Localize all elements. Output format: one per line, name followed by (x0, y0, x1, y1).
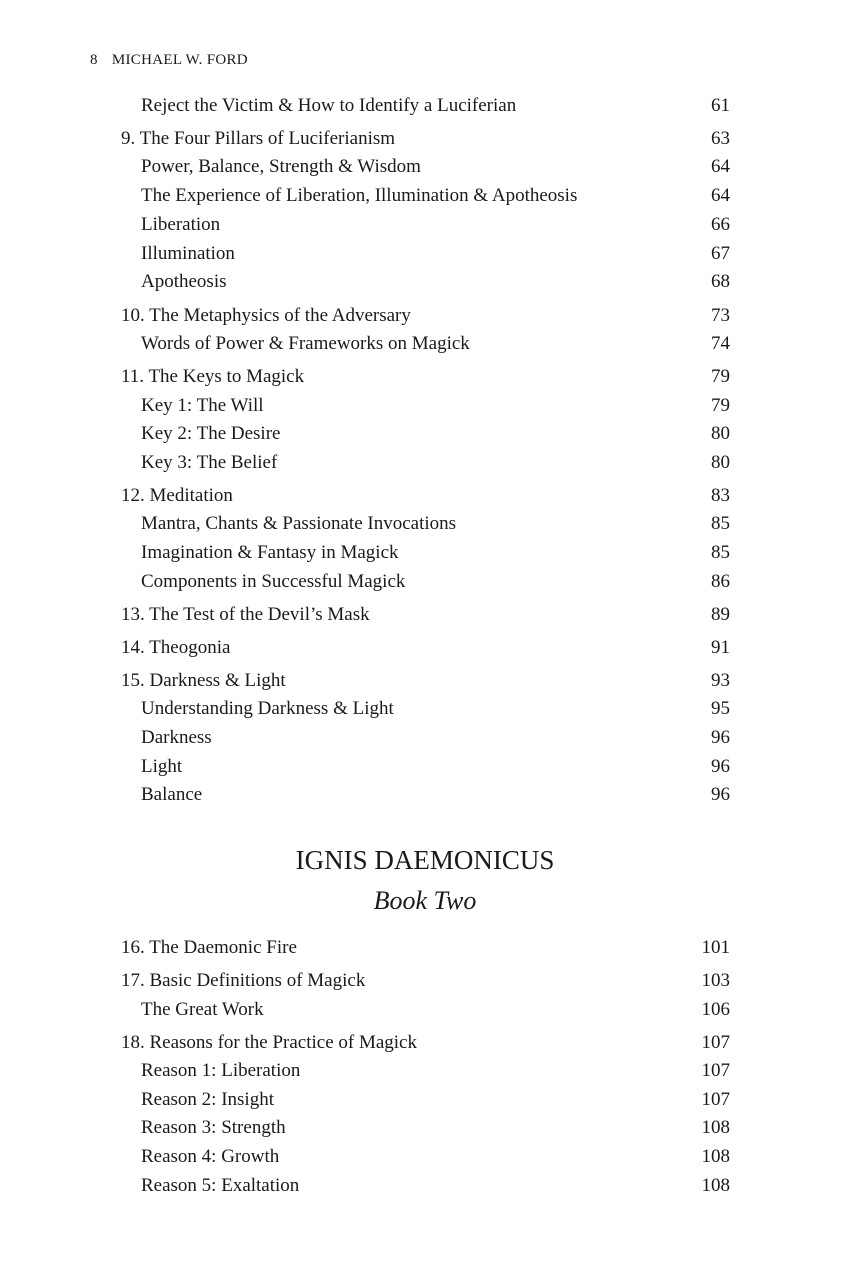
toc-entry-title: The Great Work (141, 999, 264, 1020)
header-page-number: 8 (90, 52, 98, 68)
toc-entry-page: 63 (711, 128, 730, 149)
toc-entry-title: Understanding Darkness & Light (141, 698, 394, 719)
toc-entry-page: 86 (711, 571, 730, 592)
toc-entry-page: 80 (711, 452, 730, 473)
toc-entry-page: 74 (711, 333, 730, 354)
toc-entry-title: 15. Darkness & Light (121, 670, 286, 691)
toc-entry-title: Key 2: The Desire (141, 423, 281, 444)
toc-subentry (0, 330, 850, 358)
toc-subentry (0, 510, 850, 538)
toc-subentry (0, 568, 850, 596)
toc-subentry (0, 1114, 850, 1142)
toc-subentry (0, 211, 850, 239)
toc-subentry (0, 1057, 850, 1085)
toc-subentry (0, 724, 850, 752)
toc-entry-title: Illumination (141, 243, 235, 264)
toc-entry-page: 101 (701, 937, 730, 958)
toc-chapter-entry (0, 667, 850, 695)
toc-entry-title: 18. Reasons for the Practice of Magick (121, 1032, 417, 1053)
toc-chapter-entry (0, 302, 850, 330)
toc-entry-title: Apotheosis (141, 271, 227, 292)
toc-entry-title: 10. The Metaphysics of the Adversary (121, 305, 411, 326)
toc-entry-page: 64 (711, 185, 730, 206)
toc-entry-title: The Experience of Liberation, Illumination & Apotheosis (141, 185, 578, 206)
section-subtitle: Book Two (373, 886, 477, 915)
toc-entry-title: Words of Power & Frameworks on Magick (141, 333, 470, 354)
toc-entry-page: 96 (711, 756, 730, 777)
toc-entry-title: Reason 4: Growth (141, 1146, 280, 1167)
toc-subentry (0, 1172, 850, 1200)
toc-entry-title: Imagination & Fantasy in Magick (141, 542, 399, 563)
toc-entry-title: Power, Balance, Strength & Wisdom (141, 156, 421, 177)
toc-chapter-entry (0, 363, 850, 391)
toc-subentry (0, 1143, 850, 1171)
toc-entry-page: 91 (711, 637, 730, 658)
toc-entry-title: 16. The Daemonic Fire (121, 937, 297, 958)
toc-entry-title: Balance (141, 784, 203, 805)
toc-entry-page: 67 (711, 243, 730, 264)
toc-entry-page: 73 (711, 305, 730, 326)
toc-chapter-entry (0, 934, 850, 962)
toc-entry-title: 12. Meditation (121, 485, 233, 506)
toc-entry-page: 107 (701, 1089, 730, 1110)
toc-entry-title: Darkness (141, 727, 212, 748)
toc-entry-title: Reason 1: Liberation (141, 1060, 301, 1081)
toc-entry-title: 17. Basic Definitions of Magick (121, 970, 366, 991)
toc-entry-title: Components in Successful Magick (141, 571, 406, 592)
toc-subentry (0, 1086, 850, 1114)
toc-subentry (0, 420, 850, 448)
toc-entry-page: 96 (711, 784, 730, 805)
toc-subentry (0, 781, 850, 809)
toc-entry-page: 83 (711, 485, 730, 506)
toc-entry-page: 103 (701, 970, 730, 991)
toc-chapter-entry (0, 125, 850, 153)
toc-chapter-entry (0, 601, 850, 629)
toc-entry-title: Liberation (141, 214, 221, 235)
toc-entry-title: Mantra, Chants & Passionate Invocations (141, 513, 457, 534)
toc-entry-title: 9. The Four Pillars of Luciferianism (121, 128, 396, 149)
toc-entry-page: 85 (711, 542, 730, 563)
toc-chapter-entry (0, 1029, 850, 1057)
toc-entry-page: 108 (701, 1117, 730, 1138)
toc-entry-page: 108 (701, 1175, 730, 1196)
toc-subentry (0, 392, 850, 420)
toc-entry-title: Key 3: The Belief (141, 452, 278, 473)
toc-entry-page: 79 (711, 395, 730, 416)
toc-entry-page: 85 (711, 513, 730, 534)
toc-entry-title: 11. The Keys to Magick (121, 366, 305, 387)
toc-subentry (0, 268, 850, 296)
header-author: MICHAEL W. FORD (111, 52, 248, 68)
section-title: IGNIS DAEMONICUS (295, 845, 555, 875)
toc-entry-page: 106 (701, 999, 730, 1020)
toc-entry-title: 13. The Test of the Devil’s Mask (121, 604, 370, 625)
toc-entry-page: 89 (711, 604, 730, 625)
toc-entry-title: Reason 5: Exaltation (141, 1175, 300, 1196)
toc-entry-page: 61 (711, 95, 730, 116)
toc-entry-title: Key 1: The Will (141, 395, 264, 416)
toc-entry-page: 93 (711, 670, 730, 691)
toc-subentry (0, 153, 850, 181)
toc-entry-page: 79 (711, 366, 730, 387)
toc-chapter-entry (0, 967, 850, 995)
toc-subentry (0, 240, 850, 268)
toc-chapter-entry (0, 634, 850, 662)
toc-subentry (0, 996, 850, 1024)
toc-entry-page: 66 (711, 214, 730, 235)
toc-subentry (0, 92, 850, 120)
toc-subentry (0, 753, 850, 781)
toc-subentry (0, 539, 850, 567)
toc-entry-page: 95 (711, 698, 730, 719)
toc-entry-page: 107 (701, 1032, 730, 1053)
toc-entry-page: 80 (711, 423, 730, 444)
running-header (90, 52, 248, 69)
toc-entry-title: Light (141, 756, 183, 777)
toc-entry-title: Reason 2: Insight (141, 1089, 274, 1110)
toc-entry-page: 68 (711, 271, 730, 292)
toc-entry-page: 96 (711, 727, 730, 748)
toc-entry-title: Reject the Victim & How to Identify a Luciferian (141, 95, 517, 116)
toc-entry-page: 108 (701, 1146, 730, 1167)
toc-entry-title: Reason 3: Strength (141, 1117, 286, 1138)
toc-subentry (0, 695, 850, 723)
toc-subentry (0, 182, 850, 210)
toc-entry-page: 107 (701, 1060, 730, 1081)
toc-chapter-entry (0, 482, 850, 510)
toc-subentry (0, 449, 850, 477)
toc-entry-title: 14. Theogonia (121, 637, 231, 658)
toc-entry-page: 64 (711, 156, 730, 177)
